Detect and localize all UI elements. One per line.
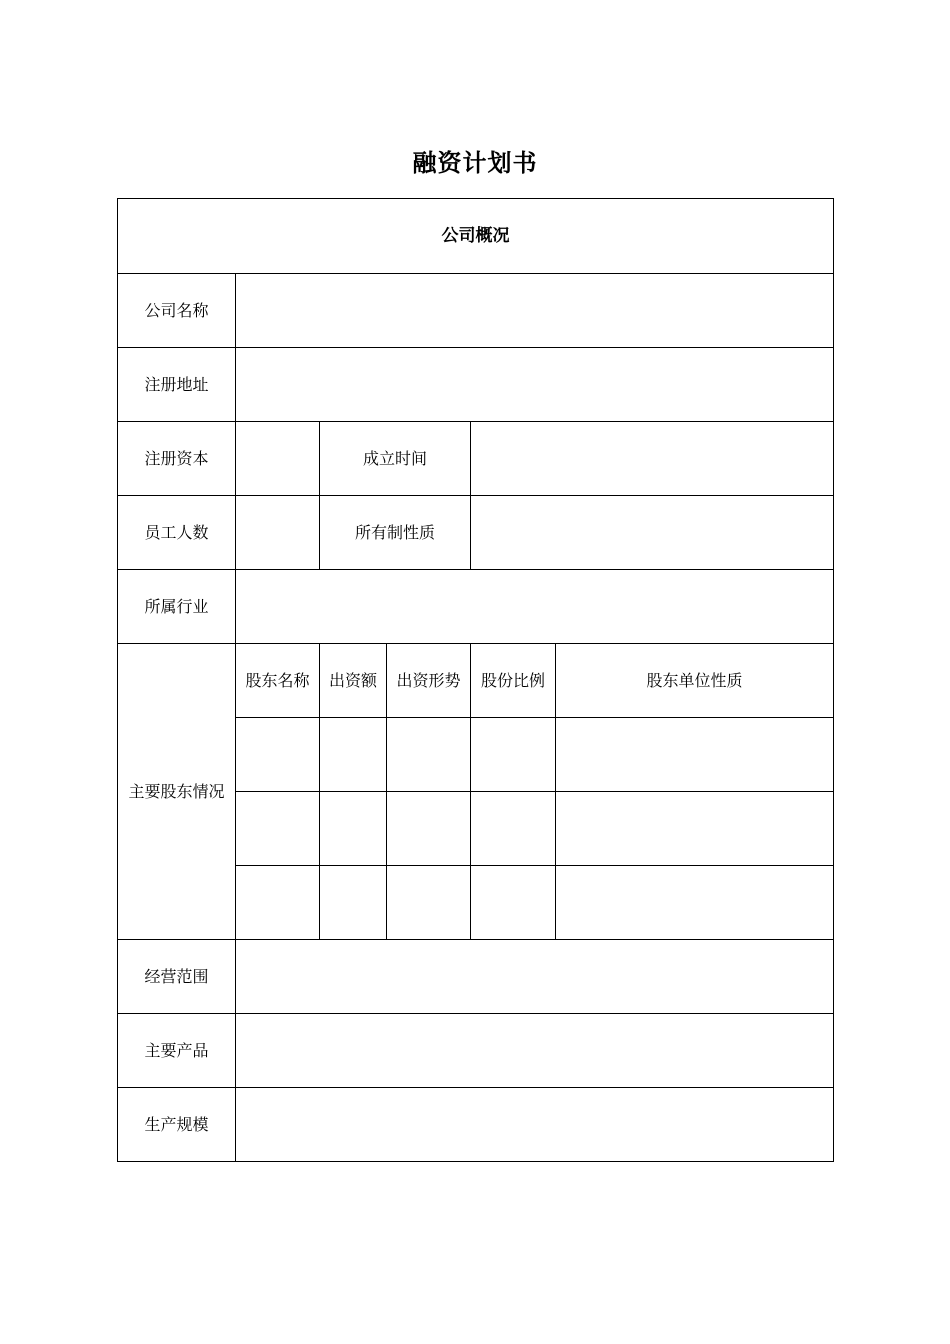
industry-row [118,570,834,644]
share-ratio-cell[interactable] [471,866,556,940]
shareholder-name-cell[interactable] [236,866,320,940]
capital-form-cell[interactable] [387,866,471,940]
shareholder-nature-cell[interactable] [556,792,834,866]
established-time-label: 成立时间 [320,422,471,496]
industry-field[interactable] [236,570,834,644]
registered-address-field[interactable] [236,348,834,422]
main-products-label: 主要产品 [118,1014,236,1088]
employee-count-label: 员工人数 [118,496,236,570]
registered-capital-label: 注册资本 [118,422,236,496]
shareholder-nature-cell[interactable] [556,718,834,792]
capital-form-cell[interactable] [387,792,471,866]
established-time-field[interactable] [471,422,834,496]
capital-established-row [118,422,834,496]
business-scope-field[interactable] [236,940,834,1014]
business-scope-label: 经营范围 [118,940,236,1014]
company-name-row [118,274,834,348]
registered-address-row [118,348,834,422]
share-ratio-cell[interactable] [471,792,556,866]
shareholders-header-row [118,644,834,718]
production-scale-row [118,1088,834,1162]
industry-label: 所属行业 [118,570,236,644]
capital-form-header: 出资形势 [387,644,471,718]
capital-amount-cell[interactable] [320,792,387,866]
main-products-row [118,1014,834,1088]
business-scope-row [118,940,834,1014]
production-scale-field[interactable] [236,1088,834,1162]
section-title: 公司概况 [118,199,834,274]
shareholder-name-header: 股东名称 [236,644,320,718]
capital-amount-cell[interactable] [320,718,387,792]
capital-amount-cell[interactable] [320,866,387,940]
document-title: 融资计划书 [412,148,538,177]
company-overview-form [117,198,834,1162]
ownership-nature-label: 所有制性质 [320,496,471,570]
main-products-field[interactable] [236,1014,834,1088]
company-name-label: 公司名称 [118,274,236,348]
production-scale-label: 生产规模 [118,1088,236,1162]
registered-address-label: 注册地址 [118,348,236,422]
capital-form-cell[interactable] [387,718,471,792]
share-ratio-cell[interactable] [471,718,556,792]
shareholder-name-cell[interactable] [236,718,320,792]
shareholders-label: 主要股东情况 [118,644,236,940]
shareholder-name-cell[interactable] [236,792,320,866]
capital-amount-header: 出资额 [320,644,387,718]
share-ratio-header: 股份比例 [471,644,556,718]
registered-capital-field[interactable] [236,422,320,496]
section-header-row [118,199,834,274]
shareholder-nature-header: 股东单位性质 [556,644,834,718]
ownership-nature-field[interactable] [471,496,834,570]
employees-ownership-row [118,496,834,570]
employee-count-field[interactable] [236,496,320,570]
shareholder-nature-cell[interactable] [556,866,834,940]
company-name-field[interactable] [236,274,834,348]
